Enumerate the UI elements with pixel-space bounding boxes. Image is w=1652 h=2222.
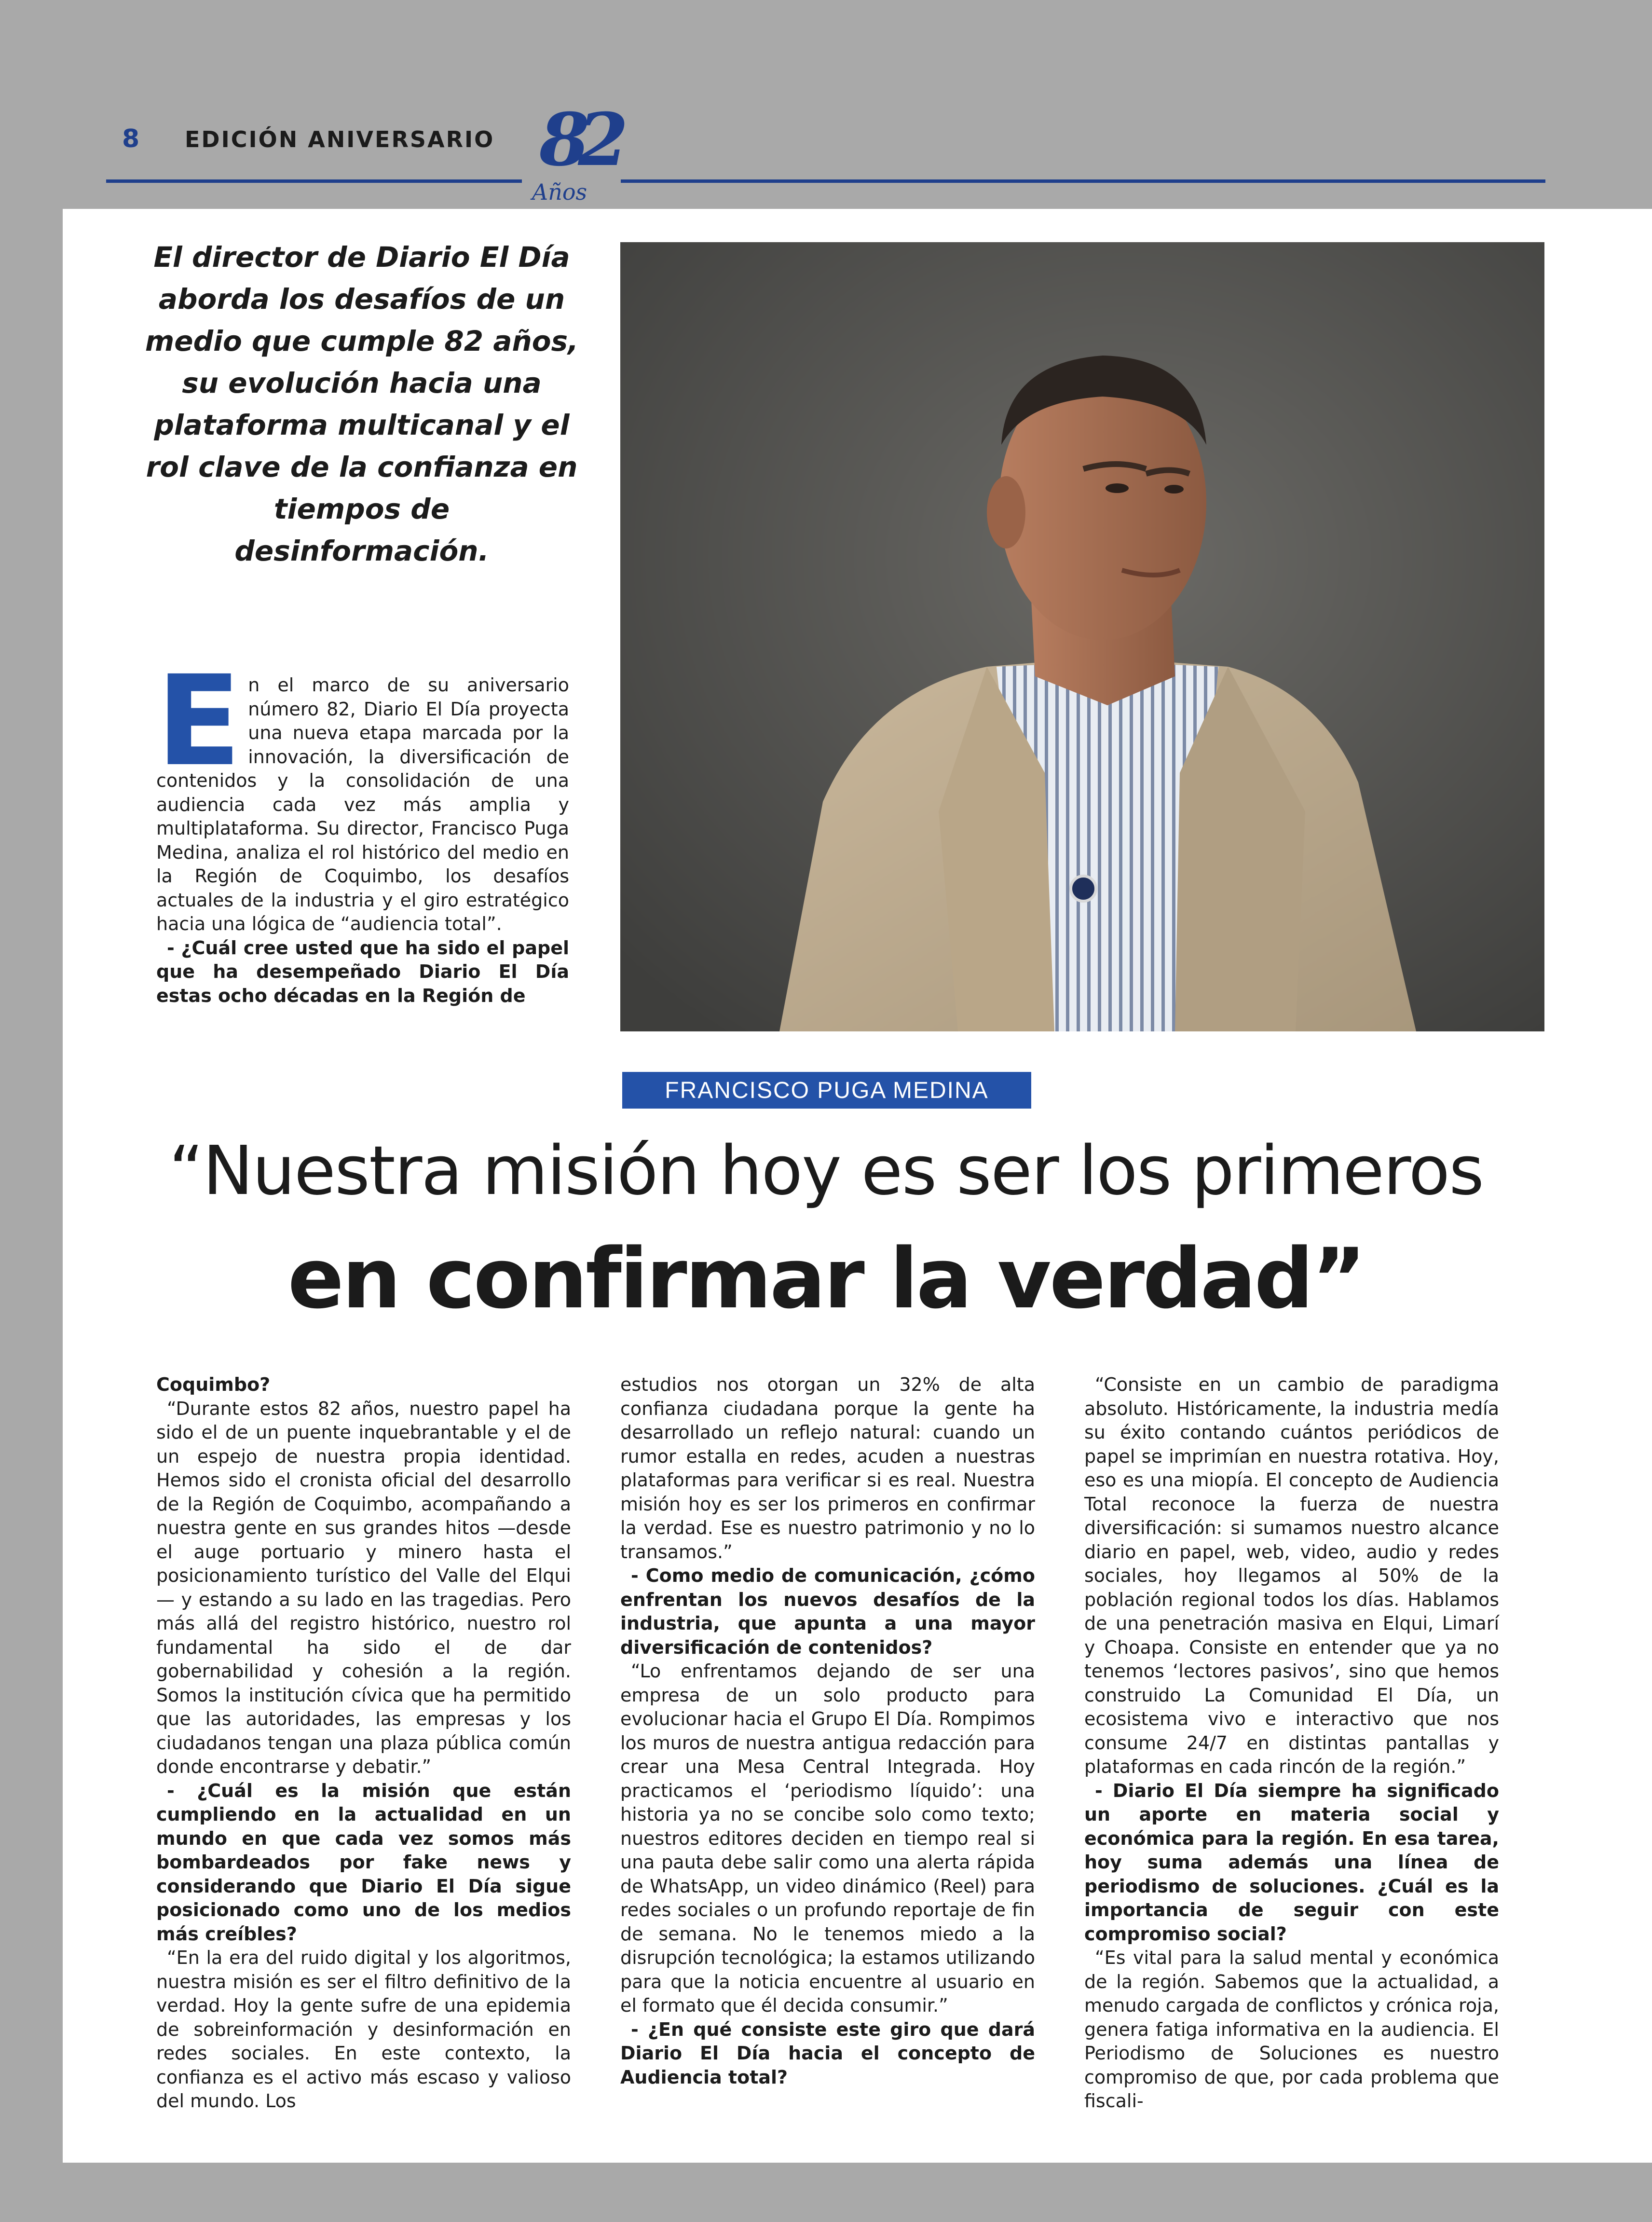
page-number: 8: [122, 124, 140, 153]
header-rule-left: [106, 179, 522, 183]
answer-2-end: estudios nos otorgan un 32% de alta confianza ciudadana porque la gente ha desarrollado un reflejo natural: cuando un rumor estalla en redes, acuden a nuestras plataformas para verificar si es real. Nuestra misión hoy es ser los primeros en confirmar la verdad. Ese es nuestro patrimonio y no lo transamos.”: [620, 1374, 1035, 1563]
question-1-end: Coquimbo?: [156, 1374, 271, 1395]
lead-paragraph: [156, 649, 569, 936]
headline-line-1: “Nuestra misión hoy es ser los primeros: [168, 1132, 1484, 1210]
body-column-1: [156, 1373, 571, 2113]
answer-5-start: “Es vital para la salud mental y económica de la región. Sabemos que la actualidad, a menudo cargada de conflictos y crónica roja, genera fatiga informativa en la audiencia. El Periodismo de Soluciones es nuestro compromiso de que, por cada problema que fiscali-: [1084, 1947, 1499, 2112]
body-column-2: [620, 1373, 1035, 2089]
headline-line-2: en confirmar la verdad”: [287, 1230, 1365, 1327]
answer-2-start: “En la era del ruido digital y los algoritmos, nuestra misión es ser el filtro definitivo de la verdad. Hoy la gente sufre de una epidemia de sobreinformación y desinformación en redes sociales. En este contexto, la confianza es el activo más escaso y valioso del mundo. Los: [156, 1947, 571, 2112]
article-deck: El director de Diario El Día aborda los desafíos de un medio que cumple 82 años, su evolución hacia una plataforma multicanal y el rol clave de la confianza en tiempos de desinformación.: [145, 241, 579, 567]
question-1-start: - ¿Cuál cree usted que ha sido el papel que ha desempeñado Diario El Día estas ocho décadas en la Región de: [156, 937, 569, 1006]
section-title: EDICIÓN ANIVERSARIO: [185, 126, 495, 152]
anniversary-logo-word: Años: [532, 179, 587, 205]
answer-1: “Durante estos 82 años, nuestro papel ha sido el de un puente inquebrantable y el de un espejo de nuestra propia identidad. Hemos sido el cronista oficial del desarrollo de la Región de Coquimbo, acompañando a nuestra gente en sus grandes hitos —desde el auge portuario y minero hasta el posicionamiento turístico del Valle del Elqui— y estando a su lado en las tragedias. Pero más allá del registro histórico, nuestro rol fundamental ha sido el de dar gobernabilidad y cohesión a la región. Somos la institución cívica que ha permitido que las autoridades, las empresas y los ciudadanos tengan una plaza pública común donde encontrarse y debatir.”: [156, 1398, 571, 1777]
question-4: - ¿En qué consiste este giro que dará Diario El Día hacia el concepto de Audiencia total?: [620, 2018, 1035, 2088]
answer-3: “Lo enfrentamos dejando de ser una empresa de un solo producto para evolucionar hacia el Grupo El Día. Rompimos los muros de nuestra antigua redacción para crear una Mesa Central Integrada. Hoy practicamos el ‘periodismo líquido’: una historia ya no se concibe solo como texto; nuestros editores deciden en tiempo real si una pauta debe salir como una alerta rápida de WhatsApp, un video dinámico (Reel) para redes sociales o un profundo reportaje de fin de semana. No le tenemos miedo a la disrupción tecnológica; la estamos utilizando para que la noticia encuentre al usuario en el formato que él decida consumir.”: [620, 1660, 1035, 2016]
portrait-photo: [620, 242, 1544, 1031]
header-rule-right: [621, 179, 1545, 183]
lead-column: [156, 649, 569, 1008]
photo-caption: FRANCISCO PUGA MEDINA: [622, 1072, 1031, 1109]
question-5: - Diario El Día siempre ha significado un aporte en materia social y económica para la región. En esa tarea, hoy suma además una línea de periodismo de soluciones. ¿Cuál es la importancia de seguir con este compromiso social?: [1084, 1780, 1499, 1945]
question-2: - ¿Cuál es la misión que están cumpliendo en la actualidad en un mundo en que cada vez somos más bombardeados por fake news y considerando que Diario El Día sigue posicionado como uno de los medios más creíbles?: [156, 1780, 571, 1945]
lead-intro-text: n el marco de su aniversario número 82, Diario El Día proyecta una nueva etapa marcada por la innovación, la diversificación de contenidos y la consolidación de una audiencia cada vez más amplia y multiplataforma. Su director, Francisco Puga Medina, analiza el rol histórico del medio en la Región de Coquimbo, los desafíos actuales de la industria y el giro estratégico hacia una lógica de “audiencia total”.: [156, 674, 569, 934]
answer-4: “Consiste en un cambio de paradigma absoluto. Históricamente, la industria medía su éxito contando cuántos periódicos de papel se imprimían en nuestra rotativa. Hoy, eso es una miopía. El concepto de Audiencia Total reconoce la fuerza de nuestra diversificación: si sumamos nuestro alcance diario en papel, web, video, audio y redes sociales, hoy llegamos al 50% de la población regional todos los días. Hablamos de una penetración masiva en Elqui, Limarí y Choapa. Consiste en entender que ya no tenemos ‘lectores pasivos’, sino que hemos construido La Comunidad El Día, un ecosistema vivo e interactivo que nos consume 24/7 en distintas pantallas y plataformas en cada rincón de la región.”: [1084, 1374, 1499, 1777]
question-3: - Como medio de comunicación, ¿cómo enfrentan los nuevos desafíos de la industria, que apunta a una mayor diversificación de contenidos?: [620, 1565, 1035, 1658]
body-column-3: [1084, 1373, 1499, 2113]
drop-cap: E: [156, 649, 242, 794]
anniversary-logo-number: 82: [539, 97, 617, 182]
